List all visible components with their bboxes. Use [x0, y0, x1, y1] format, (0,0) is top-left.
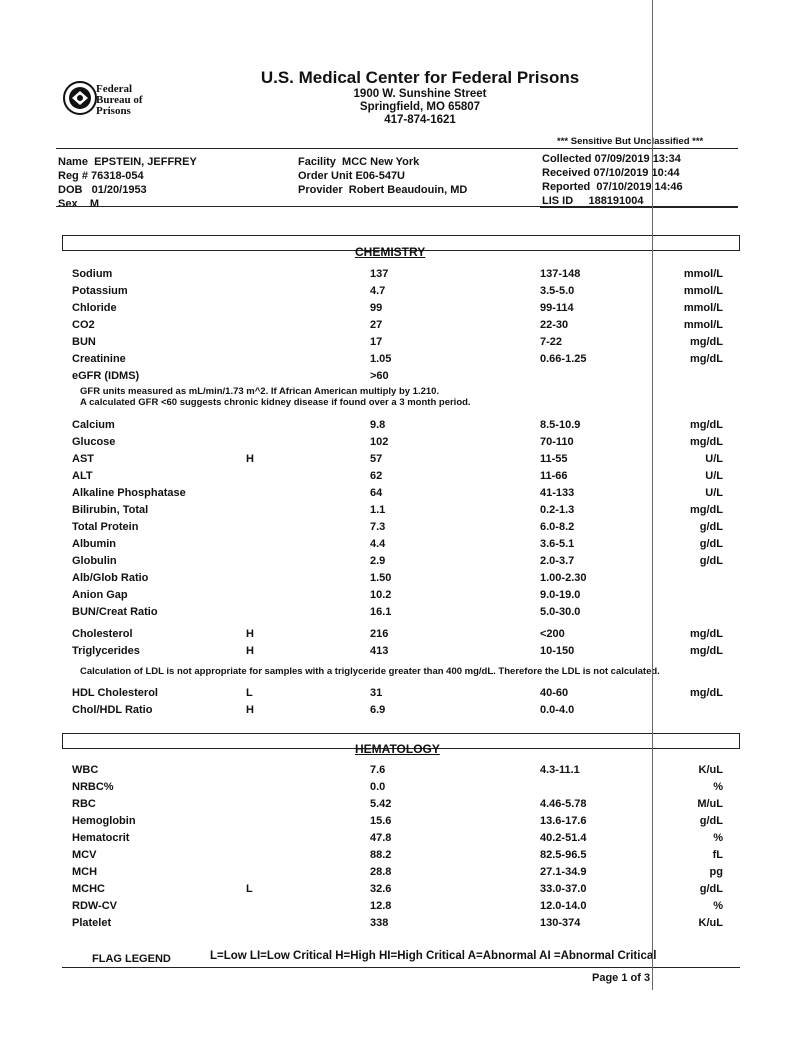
hematology-title: HEMATOLOGY: [355, 742, 440, 756]
reference-range: 3.6-5.1: [540, 538, 575, 550]
flag: H: [246, 704, 254, 716]
table-row: [0, 883, 811, 897]
result-value: 7.6: [370, 764, 386, 776]
result-value: 27: [370, 319, 383, 331]
chemistry-title: CHEMISTRY: [355, 245, 426, 259]
reference-range: 40.2-51.4: [540, 832, 587, 844]
received-label: Received: [542, 167, 591, 179]
sex-value: M: [89, 198, 99, 210]
table-row: [0, 319, 811, 333]
reference-range: 3.5-5.0: [540, 285, 575, 297]
test-name: Sodium: [72, 268, 113, 280]
unit: mg/dL: [690, 645, 723, 657]
dob-value: 01/20/1953: [91, 184, 147, 196]
table-row: [0, 572, 811, 586]
test-name: AST: [72, 453, 94, 465]
unit: fL: [712, 849, 723, 861]
result-value: 88.2: [370, 849, 392, 861]
result-value: 137: [370, 268, 389, 280]
result-value: 102: [370, 436, 389, 448]
unit: U/L: [705, 453, 723, 465]
reference-range: 70-110: [540, 436, 574, 448]
unit: g/dL: [699, 521, 723, 533]
test-name: BUN: [72, 336, 96, 348]
test-name: MCHC: [72, 883, 105, 895]
test-name: Chloride: [72, 302, 117, 314]
unit: pg: [709, 866, 723, 878]
result-value: 216: [370, 628, 389, 640]
test-name: BUN/Creat Ratio: [72, 606, 158, 618]
reference-range: 130-374: [540, 917, 581, 929]
unit: mg/dL: [690, 419, 723, 431]
table-row: [0, 900, 811, 914]
test-name: CO2: [72, 319, 95, 331]
patient-name: EPSTEIN, JEFFREY: [94, 156, 197, 168]
result-value: 99: [370, 302, 383, 314]
test-name: NRBC%: [72, 781, 114, 793]
table-row: [0, 764, 811, 778]
table-row: [0, 521, 811, 535]
lis-label: LIS ID: [542, 195, 574, 207]
result-value: 1.1: [370, 504, 386, 516]
table-row: [0, 470, 811, 484]
scan-artifact-line: [652, 0, 653, 990]
table-row: [0, 538, 811, 552]
provider-value: Robert Beaudouin, MD: [348, 184, 468, 196]
test-name: Triglycerides: [72, 645, 140, 657]
agency-name: Federal Bureau of Prisons: [96, 83, 143, 117]
result-value: 17: [370, 336, 383, 348]
unit: mg/dL: [690, 687, 723, 699]
result-value: 16.1: [370, 606, 392, 618]
result-value: 9.8: [370, 419, 386, 431]
name-label: Name: [58, 156, 88, 168]
reference-range: 12.0-14.0: [540, 900, 587, 912]
test-name: RBC: [72, 798, 96, 810]
test-name: Total Protein: [72, 521, 139, 533]
reference-range: 27.1-34.9: [540, 866, 587, 878]
unit: g/dL: [699, 555, 723, 567]
unit: mg/dL: [690, 504, 723, 516]
reference-range: 0.66-1.25: [540, 353, 587, 365]
dob-label: DOB: [58, 184, 83, 196]
test-name: Platelet: [72, 917, 112, 929]
phone: 417-874-1621: [384, 114, 456, 126]
reference-range: 11-66: [540, 470, 568, 482]
result-value: 10.2: [370, 589, 392, 601]
table-row: [0, 419, 811, 433]
flag: H: [246, 645, 254, 657]
unit: g/dL: [699, 815, 723, 827]
table-row: [0, 453, 811, 467]
unit: U/L: [705, 487, 723, 499]
reference-range: 4.3-11.1: [540, 764, 580, 776]
unit: %: [713, 900, 723, 912]
unit: mg/dL: [690, 628, 723, 640]
test-name: eGFR (IDMS): [72, 370, 140, 382]
reference-range: 137-148: [540, 268, 581, 280]
flag: L: [246, 687, 253, 699]
unit: g/dL: [699, 883, 723, 895]
table-row: [0, 606, 811, 620]
test-name: Glucose: [72, 436, 116, 448]
table-row: [0, 832, 811, 846]
test-name: Albumin: [72, 538, 116, 550]
table-row: [0, 917, 811, 931]
flag-legend-title: FLAG LEGEND: [92, 953, 171, 965]
unit: mg/dL: [690, 436, 723, 448]
page-number: Page 1 of 3: [592, 972, 651, 984]
table-row: [0, 645, 811, 659]
order-value: E06-547U: [355, 170, 406, 182]
test-name: Calcium: [72, 419, 115, 431]
result-value: 5.42: [370, 798, 392, 810]
result-value: 338: [370, 917, 389, 929]
table-row: [0, 436, 811, 450]
test-name: Creatinine: [72, 353, 126, 365]
test-name: MCH: [72, 866, 98, 878]
table-row: [0, 504, 811, 518]
result-value: 31: [370, 687, 383, 699]
order-label: Order Unit: [298, 170, 353, 182]
test-name: Alkaline Phosphatase: [72, 487, 186, 499]
unit: mmol/L: [683, 302, 723, 314]
test-name: RDW-CV: [72, 900, 117, 912]
reference-range: 13.6-17.6: [540, 815, 587, 827]
provider-label: Provider: [298, 184, 343, 196]
reference-range: 10-150: [540, 645, 575, 657]
test-name: Bilirubin, Total: [72, 504, 149, 516]
reg-label: Reg #: [58, 170, 88, 182]
unit: g/dL: [699, 538, 723, 550]
table-row: [0, 370, 811, 384]
test-name: Hemoglobin: [72, 815, 136, 827]
reference-range: 8.5-10.9: [540, 419, 581, 431]
flag: H: [246, 628, 254, 640]
unit: %: [713, 781, 723, 793]
result-value: 64: [370, 487, 383, 499]
address-line-1: 1900 W. Sunshine Street: [353, 88, 487, 100]
unit: U/L: [705, 470, 723, 482]
result-value: 12.8: [370, 900, 392, 912]
reference-range: 7-22: [540, 336, 563, 348]
table-row: [0, 268, 811, 282]
test-name: Chol/HDL Ratio: [72, 704, 153, 716]
reference-range: 11-55: [540, 453, 568, 465]
unit: K/uL: [698, 764, 723, 776]
flag: H: [246, 453, 254, 465]
reference-range: 0.2-1.3: [540, 504, 575, 516]
table-row: [0, 704, 811, 718]
unit: K/uL: [698, 917, 723, 929]
flag: L: [246, 883, 253, 895]
table-row: [0, 487, 811, 501]
reference-range: 22-30: [540, 319, 569, 331]
result-value: 28.8: [370, 866, 392, 878]
table-row: [0, 589, 811, 603]
reference-range: 40-60: [540, 687, 569, 699]
received-value: 07/10/2019 10:44: [593, 167, 680, 179]
table-row: [0, 336, 811, 350]
address-line-2: Springfield, MO 65807: [359, 101, 481, 113]
reference-range: 0.0-4.0: [540, 704, 575, 716]
result-value: 1.05: [370, 353, 392, 365]
result-value: 4.4: [370, 538, 386, 550]
reported-label: Reported: [542, 181, 591, 193]
bop-seal-icon: [62, 80, 98, 116]
table-row: [0, 302, 811, 316]
table-row: [0, 781, 811, 795]
reg-number: 76318-054: [91, 170, 144, 182]
reference-range: 82.5-96.5: [540, 849, 587, 861]
test-name: Cholesterol: [72, 628, 133, 640]
table-row: [0, 849, 811, 863]
reference-range: 41-133: [540, 487, 575, 499]
test-name: Hematocrit: [72, 832, 130, 844]
result-value: 2.9: [370, 555, 386, 567]
reference-range: 4.46-5.78: [540, 798, 587, 810]
table-row: [0, 815, 811, 829]
facility-value: MCC New York: [342, 156, 420, 168]
test-name: WBC: [72, 764, 99, 776]
dates-info: [542, 152, 683, 208]
reference-range: 1.00-2.30: [540, 572, 587, 584]
classification-label: *** Sensitive But Unclassified ***: [557, 136, 704, 147]
test-name: Globulin: [72, 555, 117, 567]
table-row: [0, 798, 811, 812]
result-value: 6.9: [370, 704, 386, 716]
table-row: [0, 866, 811, 880]
footnote: A calculated GFR <60 suggests chronic kidney disease if found over a 3 month period.: [80, 397, 471, 408]
result-value: 62: [370, 470, 383, 482]
test-name: ALT: [72, 470, 93, 482]
test-name: Potassium: [72, 285, 128, 297]
result-value: 32.6: [370, 883, 392, 895]
reference-range: 2.0-3.7: [540, 555, 575, 567]
test-name: Anion Gap: [72, 589, 128, 601]
unit: mmol/L: [683, 285, 723, 297]
unit: mmol/L: [683, 319, 723, 331]
result-value: >60: [370, 370, 389, 382]
reference-range: 9.0-19.0: [540, 589, 581, 601]
table-row: [0, 353, 811, 367]
facility-label: Facility: [298, 156, 336, 168]
result-value: 15.6: [370, 815, 392, 827]
reference-range: 33.0-37.0: [540, 883, 587, 895]
reference-range: <200: [540, 628, 565, 640]
unit: M/uL: [697, 798, 723, 810]
table-row: [0, 628, 811, 642]
unit: mmol/L: [683, 268, 723, 280]
footnote: GFR units measured as mL/min/1.73 m^2. If African American multiply by 1.210.: [80, 386, 440, 397]
sex-label: Sex: [58, 198, 78, 210]
result-value: 47.8: [370, 832, 392, 844]
table-row: [0, 687, 811, 701]
test-name: HDL Cholesterol: [72, 687, 158, 699]
collected-value: 07/09/2019 13:34: [594, 153, 681, 165]
result-value: 4.7: [370, 285, 386, 297]
test-name: MCV: [72, 849, 97, 861]
result-value: 0.0: [370, 781, 386, 793]
reference-range: 99-114: [540, 302, 574, 314]
lis-value: 188191004: [588, 195, 644, 207]
flag-legend-text: L=Low LI=Low Critical H=High HI=High Critical A=Abnormal AI =Abnormal Critical: [210, 950, 657, 962]
test-name: Alb/Glob Ratio: [72, 572, 149, 584]
table-row: [0, 555, 811, 569]
reference-range: 5.0-30.0: [540, 606, 581, 618]
reported-value: 07/10/2019 14:46: [596, 181, 683, 193]
facility-title: U.S. Medical Center for Federal Prisons: [260, 68, 580, 87]
patient-info: [58, 155, 197, 211]
unit: mg/dL: [690, 336, 723, 348]
footnote: Calculation of LDL is not appropriate for samples with a triglyceride greater than 400 mg/dL. Therefore the LDL is not calculated.: [80, 666, 660, 677]
reference-range: 6.0-8.2: [540, 521, 575, 533]
unit: %: [713, 832, 723, 844]
order-info: [298, 155, 467, 197]
result-value: 413: [370, 645, 389, 657]
result-value: 57: [370, 453, 383, 465]
table-row: [0, 285, 811, 299]
collected-label: Collected: [542, 153, 592, 165]
result-value: 1.50: [370, 572, 392, 584]
unit: mg/dL: [690, 353, 723, 365]
result-value: 7.3: [370, 521, 386, 533]
